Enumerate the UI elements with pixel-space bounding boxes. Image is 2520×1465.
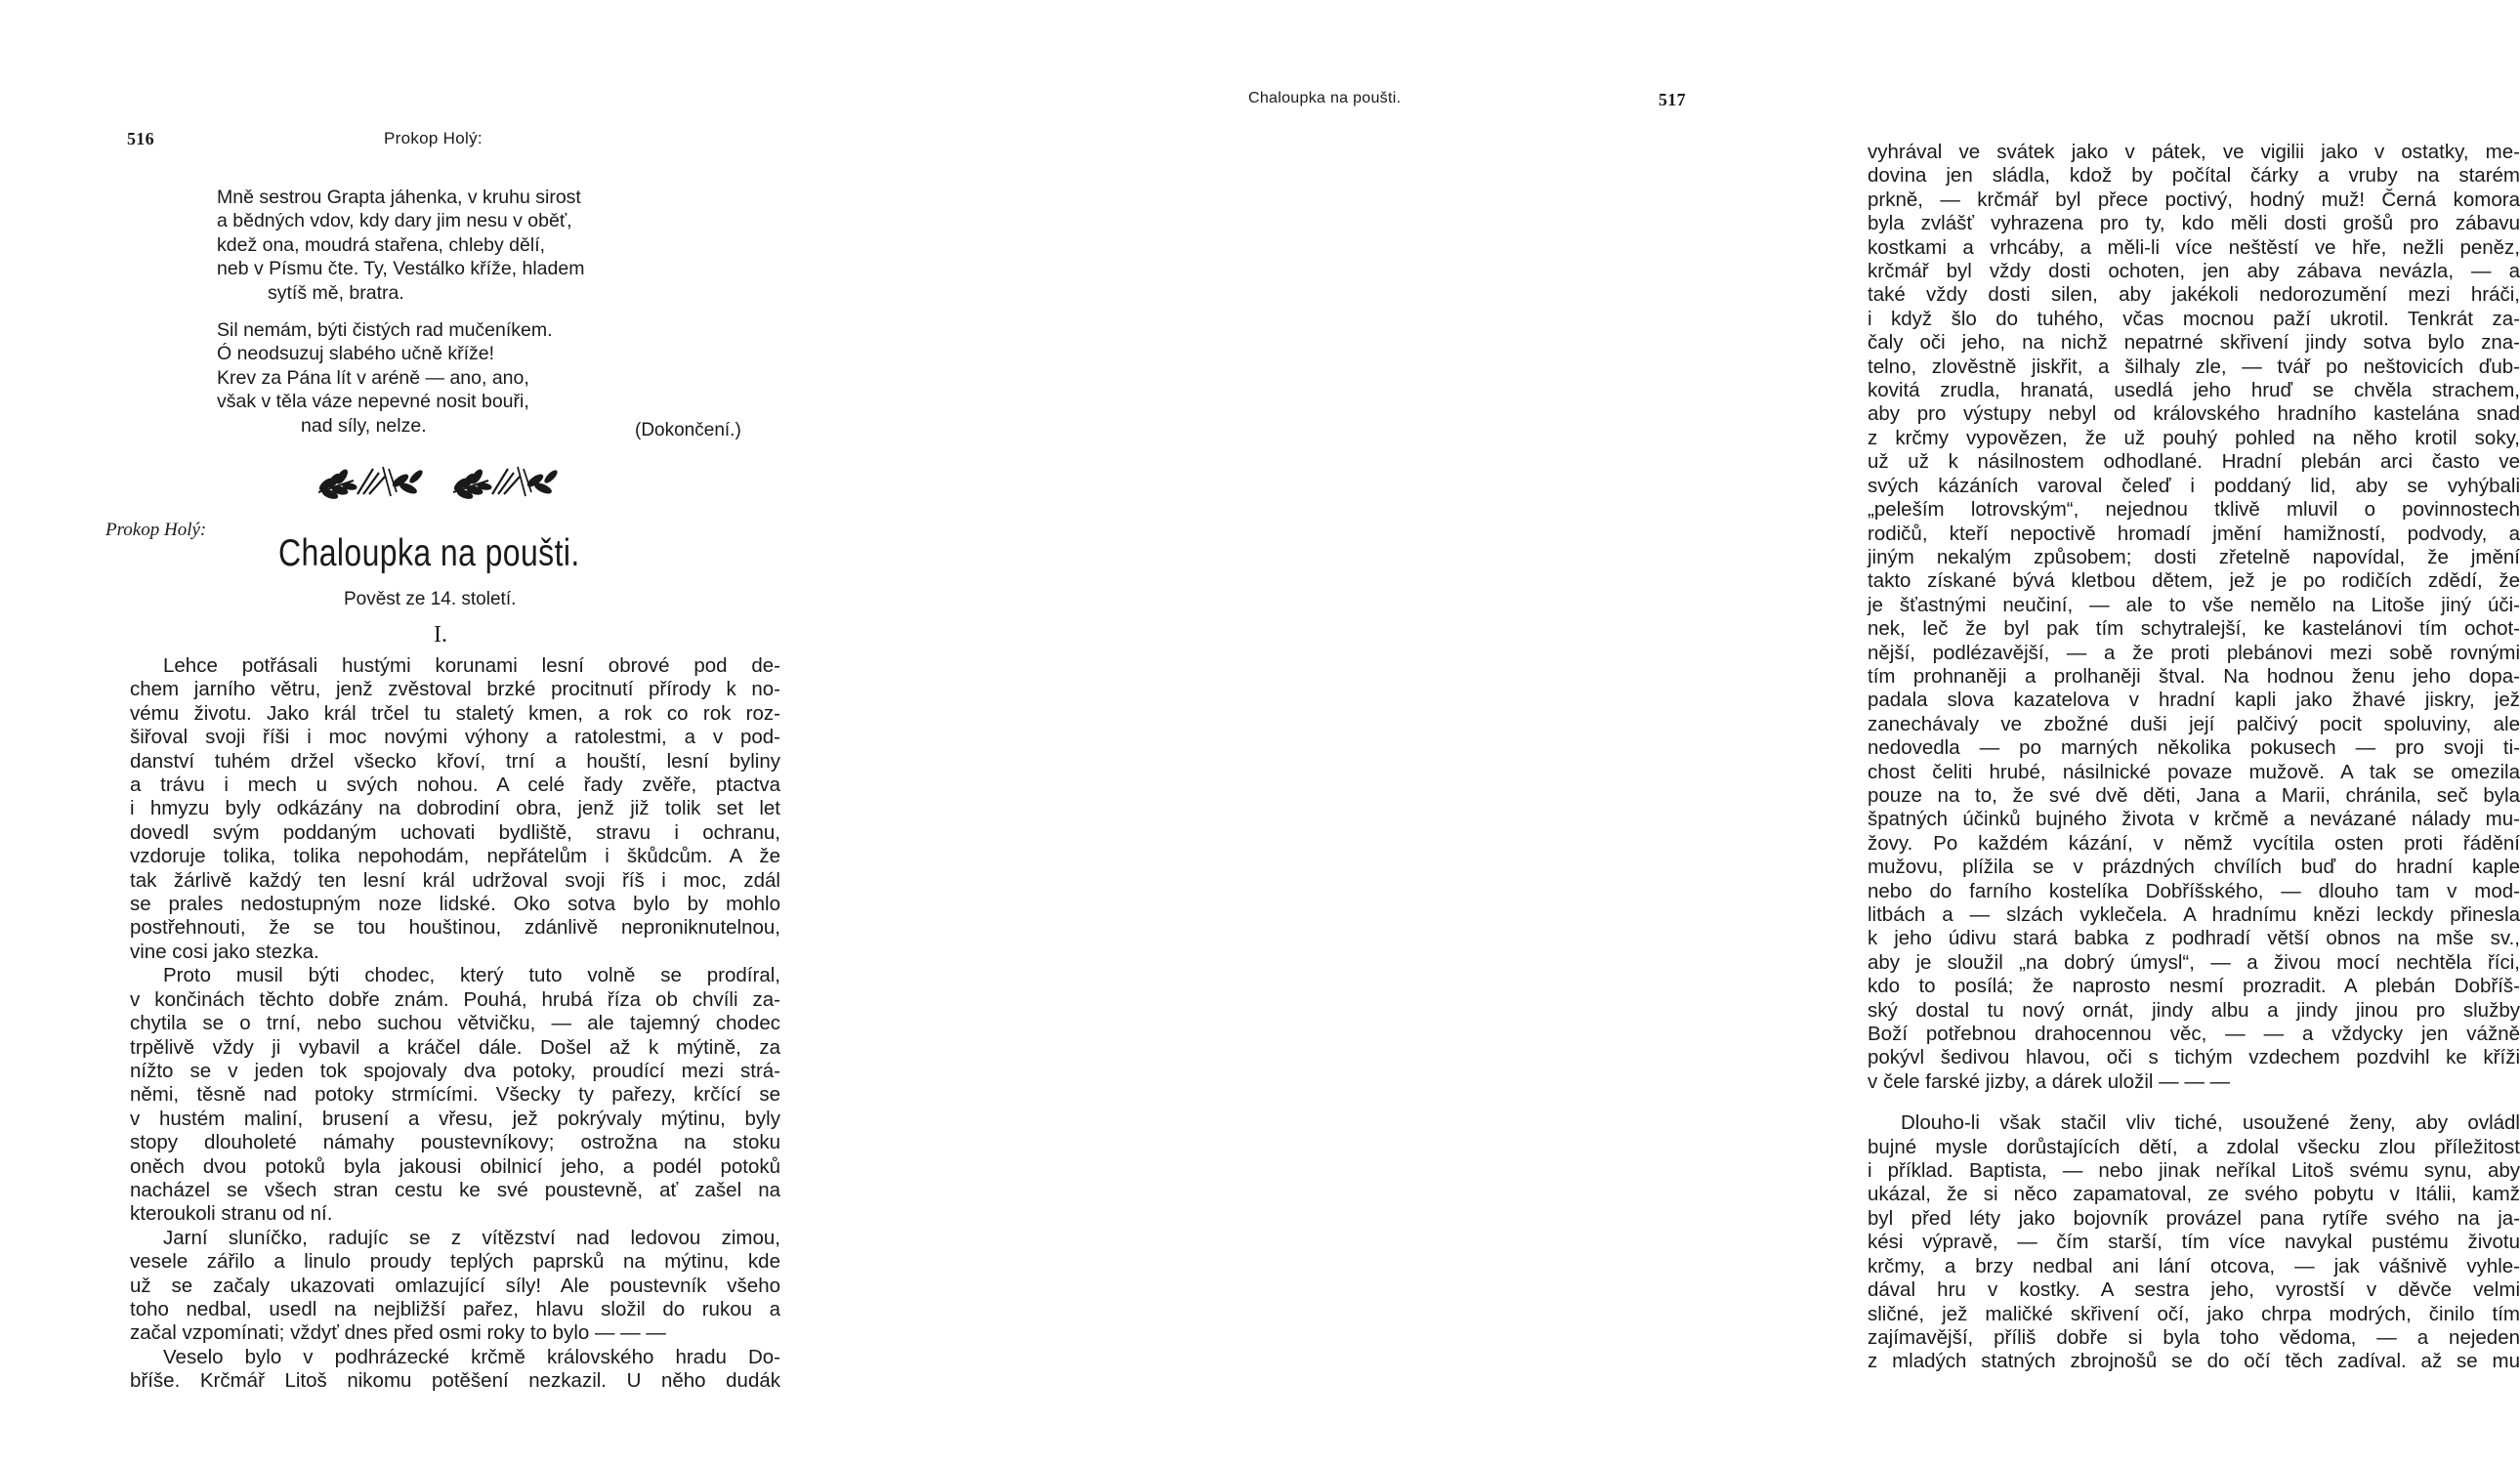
text-line: pouze na to, že své dvě děti, Jana a Marii, chránila, seč byla bbox=[1868, 783, 2520, 807]
text-line: Veselo bylo v podhrázecké krčmě královského hradu Do- bbox=[163, 1345, 780, 1368]
text-line: dovina jen sládla, kdož by počítal čárky a vruby na starém bbox=[1868, 164, 2520, 188]
laurel-ornament-icon bbox=[315, 459, 570, 504]
text-line: dával hru v kostky. A sestra jeho, vyrostší v děvče velmi bbox=[1868, 1278, 2520, 1302]
text-line: k jeho údivu stará babka z podhradí větší obnos na mše sv., bbox=[1868, 927, 2520, 950]
text-line: z krčmy vypovězen, že už pouhý pohled na něho krotil soky, bbox=[1868, 426, 2520, 449]
poem-line: kdež ona, moudrá stařena, chleby dělí, bbox=[217, 233, 546, 256]
right-body-text bbox=[1868, 141, 2520, 1374]
text-line: rodičů, kteří nepoctivě hromadí jmění hamižností, podvody, a bbox=[1868, 522, 2520, 545]
left-body-text bbox=[130, 654, 780, 1394]
text-line: „peleším lotrovským“, nejednou tklivě mluvil o povinnostech bbox=[1868, 498, 2520, 522]
text-line: nedovedla — po marných několika pokusech — pro svoji ti- bbox=[1868, 736, 2520, 760]
left-page bbox=[0, 0, 879, 1465]
right-page-number: 517 bbox=[1659, 90, 1686, 109]
text-line: kostkami a vrhcáby, a měli-li více neštěstí ve hře, nežli peněz, bbox=[1868, 235, 2520, 259]
text-line: takto získané bývá kletbou dětem, jež je po rodičích zdědí, že bbox=[1868, 569, 2520, 593]
text-line: v čele farské jizby, a dárek uložil — — — bbox=[1868, 1069, 2231, 1093]
text-line: chem jarního větru, jenž zvěstoval brzké procitnutí přírody k no- bbox=[130, 678, 780, 701]
poem-line: Mně sestrou Grapta jáhenka, v kruhu sirost bbox=[217, 187, 581, 208]
text-line: v končinách těchto dobře znám. Pouhá, hrubá říza ob chvíli za- bbox=[130, 987, 780, 1011]
story-byline: Prokop Holý: bbox=[105, 520, 207, 540]
text-line: i příklad. Baptista, — nebo jinak neříkal Litoš svému synu, aby bbox=[1868, 1159, 2520, 1183]
text-line: nebo do farního kostelíka Dobříšského, — dlouho tam v mod- bbox=[1868, 879, 2520, 902]
text-line: jiným nekalým způsobem; dosti zřetelně napovídal, že jmění bbox=[1868, 545, 2520, 568]
text-line: stopy dlouholeté námahy poustevníkovy; ostrožna na stoku bbox=[130, 1131, 780, 1154]
text-line: Proto musil býti chodec, který tuto volně se prodíral, bbox=[163, 964, 780, 987]
text-line: Lehce potřásali hustými korunami lesní obrové pod de- bbox=[163, 654, 780, 677]
text-line: vesele zářilo a linulo proudy teplých paprsků na mýtinu, kde bbox=[130, 1250, 780, 1274]
text-line: vine cosi jako stezka. bbox=[130, 940, 319, 963]
text-line: chost čeliti hrubé, násilnické povaze mužově. A tak se omezila bbox=[1868, 760, 2520, 783]
left-page-number: 516 bbox=[127, 129, 154, 148]
text-line: krčmy, a brzy nedbal ani lání otcova, — jak vášnivě vyhle- bbox=[1868, 1254, 2520, 1277]
poem-stanza-1 bbox=[217, 186, 725, 305]
text-line: prkně, — krčmář byl přece poctivý, hodný muž! Černá komora bbox=[1868, 188, 2520, 211]
poem-line: Sil nemám, býti čistých rad mučeníkem. bbox=[217, 319, 553, 342]
text-line: mužovu, plížila se v prázdných chvílích buď do hradní kaple bbox=[1868, 856, 2520, 879]
poem-line: a bědných vdov, kdy dary jim nesu v oběť, bbox=[217, 210, 572, 232]
chapter-number: I. bbox=[434, 622, 447, 648]
text-line: nacházel se všech stran cestu ke své poustevně, ať zašel na bbox=[130, 1178, 780, 1201]
text-line: pokývl šedivou hlavou, oči s tichým vzdechem pozdvihl ke kříži bbox=[1868, 1046, 2520, 1069]
text-line: sličné, jež maličké skřivení očí, jako chrpa modrých, činilo tím bbox=[1868, 1302, 2520, 1325]
poem-line: nad síly, nelze. bbox=[301, 414, 427, 437]
text-line: tím prohnaněji a prolhaněji štval. Na hodnou ženu jeho dopa- bbox=[1868, 664, 2520, 688]
text-line: aby pro výstupy nebyl od královského hradního kastelána snad bbox=[1868, 402, 2520, 426]
text-line: špatných účinků bujného života v krčmě a nevázané nálady mu- bbox=[1868, 808, 2520, 831]
poem-line: sytíš mě, bratra. bbox=[268, 281, 404, 304]
text-line: i když šlo do tuhého, včas mocnou paží ukrotil. Tenkrát za- bbox=[1868, 307, 2520, 330]
text-line: je šťastnými neučiní, — ale to vše nemělo na Litoše jiný úči- bbox=[1868, 593, 2520, 616]
text-line: ský dostal tu nový ornát, jindy albu a jindy jinou pro služby bbox=[1868, 998, 2520, 1022]
text-line: Dlouho-li však stačil vliv tiché, usoužené ženy, aby ovládl bbox=[1901, 1111, 2520, 1135]
text-line: vému životu. Jako král trčel tu staletý kmen, a rok co rok roz- bbox=[130, 701, 780, 725]
text-line: byla zvlášť vyhrazena pro ty, kdo měli dosti grošů pro zábavu bbox=[1868, 212, 2520, 235]
text-line: začal vzpomínati; vždyť dnes před osmi roky to bylo — — — bbox=[130, 1321, 666, 1345]
text-line: kovitá zrudla, hranatá, usedlá jeho hruď se chvěla strachem, bbox=[1868, 379, 2520, 402]
text-line: z mladých statných zbrojnošů se do očí těch zadíval. až se mu bbox=[1868, 1350, 2520, 1373]
text-line: nek, leč že byl pak tím schytralejší, ke kastelánovi tím ochot- bbox=[1868, 617, 2520, 641]
text-line: bříše. Krčmář Litoš nikomu potěšení nezkazil. U něho dudák bbox=[130, 1369, 780, 1393]
text-line: trpělivě vždy ji vybavil a kráčel dále. Došel až k mýtině, za bbox=[130, 1035, 780, 1059]
poem-line: však v těla váze nepevné nosit bouři, bbox=[217, 391, 529, 413]
poem bbox=[217, 186, 725, 451]
text-line: kteroukoli stranu od ní. bbox=[130, 1202, 333, 1226]
text-line: čaly oči jeho, na nichž nepatrné skřivení jindy sotva bylo zna- bbox=[1868, 331, 2520, 355]
text-line: nější, podlézavější, — a že proti plebánovi mezi sobě rovnými bbox=[1868, 641, 2520, 664]
text-line: už se začaly ukazovati omlazující síly! Ale poustevník všeho bbox=[130, 1274, 780, 1297]
poem-closing-note: (Dokončení.) bbox=[635, 420, 741, 440]
text-line: se prales nedostupným noze lidské. Oko sotva bylo by mohlo bbox=[130, 893, 780, 916]
text-line: a trávu i mech u svých nohou. A celé řady zvěře, ptactva bbox=[130, 774, 780, 797]
story-title: Chaloupka na poušti. bbox=[278, 532, 580, 574]
poem-line: Krev za Pána lít v aréně — ano, ano, bbox=[217, 366, 529, 389]
text-line: šiřoval svoji říši i moc novými výhony a ratolestmi, a v pod- bbox=[130, 726, 780, 749]
text-line: postřehnouti, že se tou houštinou, zdánlivě neproniknutelnou, bbox=[130, 916, 780, 940]
text-line: telno, zlověstně jiskřit, a šilhaly zle, — tvář po neštovicích ďub- bbox=[1868, 355, 2520, 378]
right-running-head: Chaloupka na poušti. bbox=[1248, 90, 1402, 106]
text-line: danství tuhém držel všecko křoví, trní a houští, lesní byliny bbox=[130, 749, 780, 773]
text-line: oněch dvou potoků byla jakousi obilnicí jeho, a podél potoků bbox=[130, 1154, 780, 1178]
text-line: nížto se v jeden tok spojovaly dva potoky, proudící mezi strá- bbox=[130, 1059, 780, 1082]
text-line: litbách a — slzách vyklečela. A hradnímu knězi leckdy přinesla bbox=[1868, 903, 2520, 926]
text-line: Jarní sluníčko, radujíc se z vítězství nad ledovou zimou, bbox=[163, 1226, 780, 1249]
text-line: dovedl svým poddaným uchovati bydliště, stravu i ochranu, bbox=[130, 820, 780, 844]
text-line: kdo to posílá; že naprosto nesmí prozradit. A plebán Dobříš- bbox=[1868, 975, 2520, 998]
text-line: tak žárlivě každý ten lesní král udržoval svoji říš i moc, zdál bbox=[130, 868, 780, 892]
text-line: zanechávaly ve zbožné duši její palčivý pocit spoluviny, ale bbox=[1868, 712, 2520, 735]
text-line: vyhrával ve svátek jako v pátek, ve vigilii jako v ostatky, me- bbox=[1868, 141, 2520, 163]
text-line: svých kázáních varoval čeleď i poddaný lid, aby se vyhýbali bbox=[1868, 474, 2520, 497]
text-line: také vždy dosti silen, aby jakékoli nedorozumění mezi hráči, bbox=[1868, 283, 2520, 307]
text-line: padala slova kazatelova v hradní kapli jako žhavé jiskry, jež bbox=[1868, 689, 2520, 712]
story-subtitle: Pověst ze 14. století. bbox=[344, 589, 517, 609]
text-line: vzdoruje tolika, tolika nepohodám, nepřátelům i škůdcům. A že bbox=[130, 845, 780, 868]
text-line: Boží potřebnou drahocennou věc, — — a vždycky jen vážně bbox=[1868, 1023, 2520, 1046]
text-line: krčmář byl vždy dosti ochoten, jen aby zábava nevázla, — a bbox=[1868, 260, 2520, 283]
text-line: aby je sloužil „na dobrý úmysl“, — a živou mocí nechtěla říci, bbox=[1868, 950, 2520, 974]
text-line: ukázal, že si něco zapamatoval, ze svého pobytu v Itálii, kamž bbox=[1868, 1183, 2520, 1206]
right-page bbox=[879, 0, 2520, 1465]
text-line: byl před léty jako bojovník provázel pana rytíře svého na ja- bbox=[1868, 1206, 2520, 1230]
text-line: zajímavější, příliš dobře si byla toho vědoma, — a nejeden bbox=[1868, 1325, 2520, 1349]
poem-line: neb v Písmu čte. Ty, Vestálko kříže, hladem bbox=[217, 258, 585, 280]
left-running-head: Prokop Holý: bbox=[384, 129, 483, 147]
paragraph-gap bbox=[1868, 1094, 2520, 1111]
text-line: žovy. Po každém kázání, v němž vycítila osten proti řádění bbox=[1868, 831, 2520, 855]
text-line: v hustém maliní, brusení a vřesu, jež pokrývaly mýtinu, byly bbox=[130, 1107, 780, 1130]
text-line: bujné mysle dorůstajících dětí, a zdolal všecku zlou příležitost bbox=[1868, 1135, 2520, 1158]
text-line: chytila se o trní, nebo suchou větvičku, — ale tajemný chodec bbox=[130, 1012, 780, 1035]
text-line: už už k násilnostem odhodlané. Hradní plebán arci často ve bbox=[1868, 450, 2520, 474]
text-line: toho nedbal, usedl na nejbližší pařez, hlavu složil do rukou a bbox=[130, 1297, 780, 1320]
poem-line: Ó neodsuzuj slabého učně kříže! bbox=[217, 343, 495, 365]
text-line: i hmyzu byly odkázány na dobrodiní obra, jenž již tolik set let bbox=[130, 797, 780, 820]
text-line: němi, těsně nad potoky strmícími. Všecky ty pařezy, krčící se bbox=[130, 1083, 780, 1107]
text-line: kési výpravě, — čím starší, tím více navykal pustému životu bbox=[1868, 1231, 2520, 1254]
